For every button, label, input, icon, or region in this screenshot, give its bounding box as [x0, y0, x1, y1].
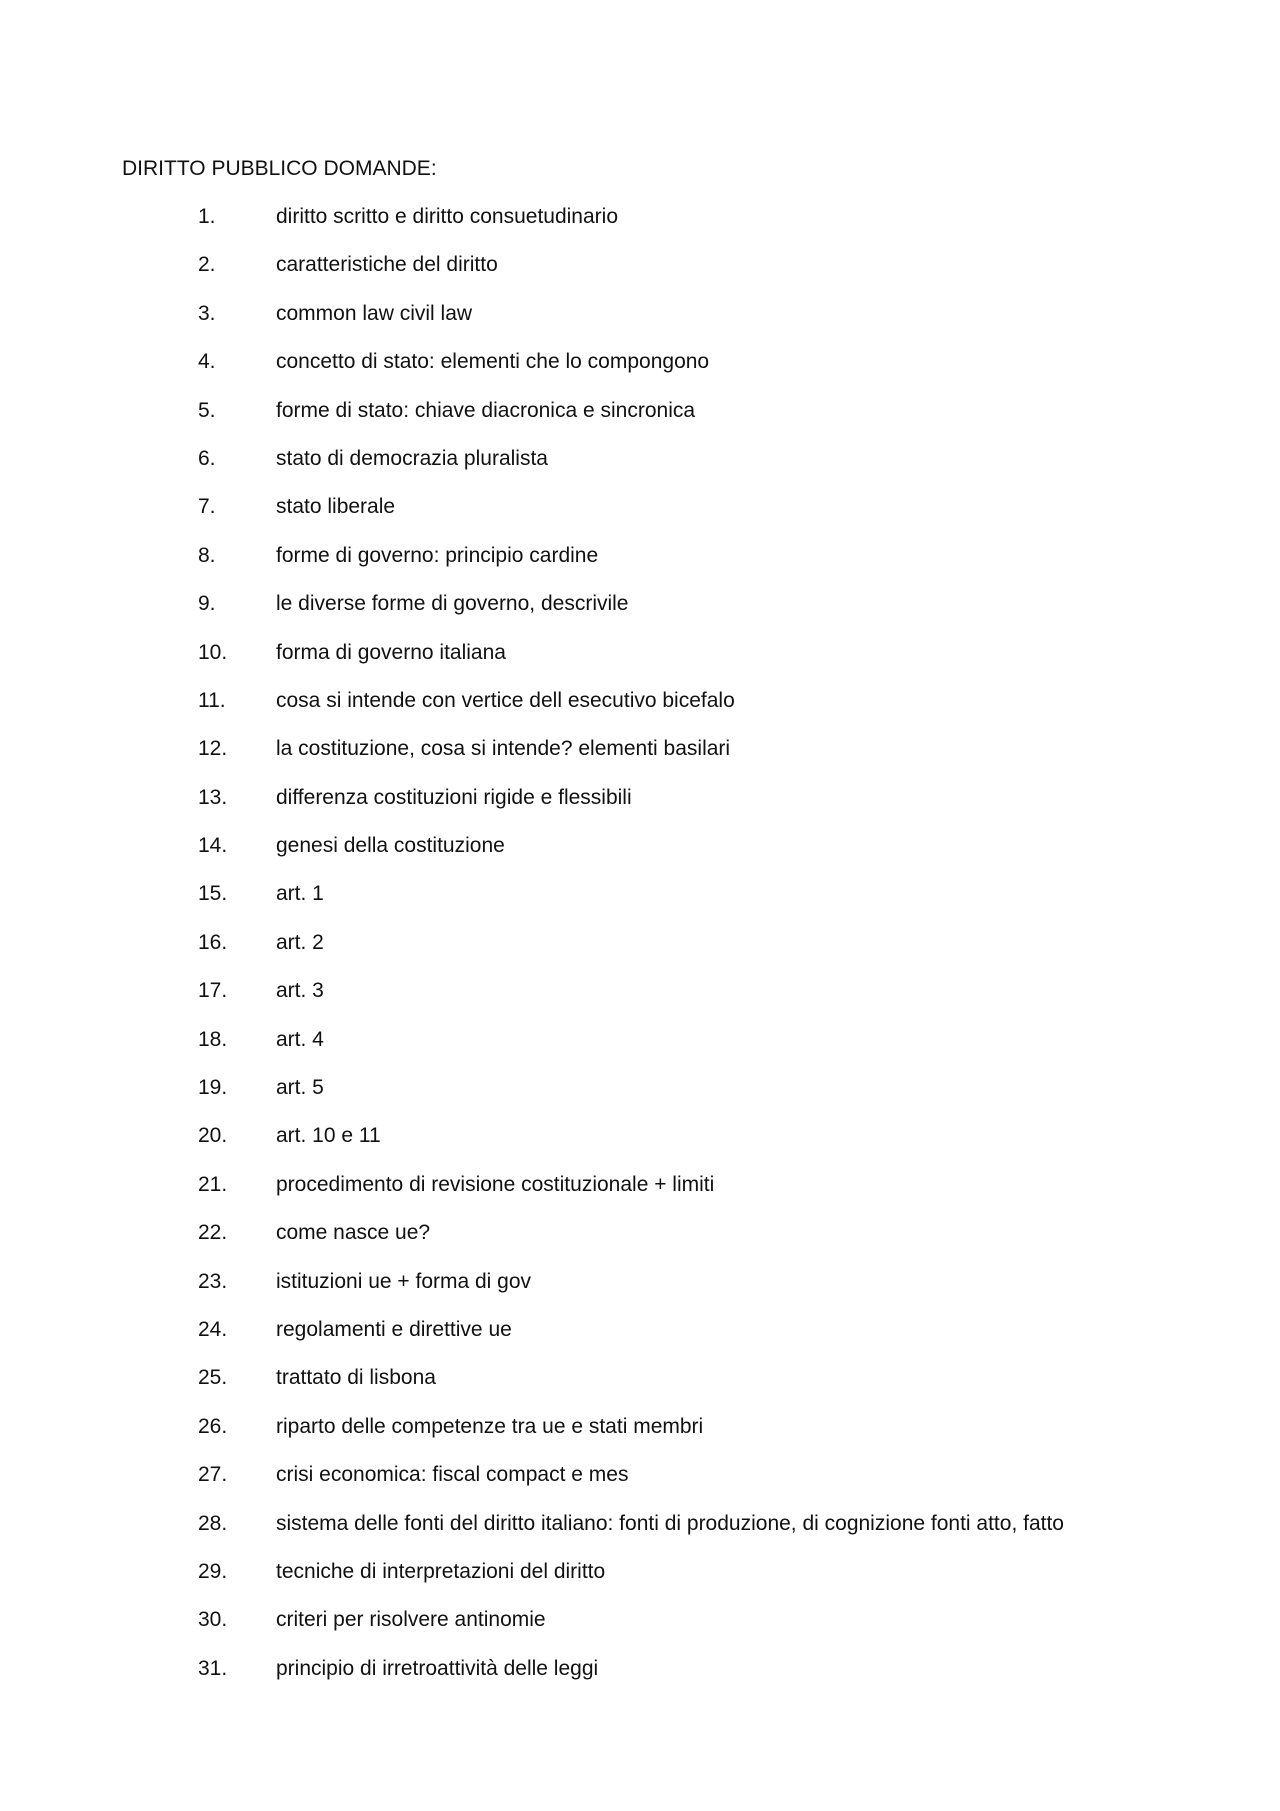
question-text: principio di irretroattività delle leggi — [276, 1656, 599, 1680]
question-text: la costituzione, cosa si intende? elementi basilari — [276, 737, 731, 761]
question-number: 17. — [198, 979, 228, 1003]
list-item — [0, 929, 1280, 977]
list-item — [0, 1268, 1280, 1316]
question-text: stato di democrazia pluralista — [276, 446, 548, 470]
question-number: 3. — [198, 301, 216, 325]
question-text: caratteristiche del diritto — [276, 253, 498, 277]
question-text: forme di stato: chiave diacronica e sincronica — [276, 398, 696, 422]
list-item — [0, 880, 1280, 928]
question-text: differenza costituzioni rigide e flessibili — [276, 785, 632, 809]
question-text: procedimento di revisione costituzionale + limiti — [276, 1172, 715, 1196]
list-item — [0, 1219, 1280, 1267]
list-item — [0, 1655, 1280, 1703]
question-number: 18. — [198, 1027, 228, 1051]
question-text: crisi economica: fiscal compact e mes — [276, 1463, 629, 1487]
list-item — [0, 735, 1280, 783]
question-text: sistema delle fonti del diritto italiano: fonti di produzione, di cognizione fonti atto, fatto — [276, 1511, 1064, 1535]
question-number: 4. — [198, 350, 216, 374]
question-text: diritto scritto e diritto consuetudinario — [276, 205, 618, 228]
list-item — [0, 1171, 1280, 1219]
question-number: 5. — [198, 398, 216, 422]
question-text: art. 10 e 11 — [276, 1124, 381, 1148]
question-number: 8. — [198, 543, 216, 567]
list-item — [0, 1316, 1280, 1364]
question-number: 21. — [198, 1172, 228, 1196]
question-text: come nasce ue? — [276, 1221, 431, 1245]
list-item — [0, 639, 1280, 687]
question-number: 13. — [198, 785, 228, 809]
question-number: 2. — [198, 253, 216, 277]
list-item — [0, 590, 1280, 638]
list-item — [0, 1413, 1280, 1461]
question-number: 11. — [198, 688, 226, 712]
question-text: art. 4 — [276, 1027, 324, 1051]
question-text: cosa si intende con vertice dell esecutivo bicefalo — [276, 688, 735, 712]
question-number: 20. — [198, 1124, 228, 1148]
list-item — [0, 687, 1280, 735]
question-text: riparto delle competenze tra ue e stati membri — [276, 1414, 704, 1438]
question-number: 29. — [198, 1559, 228, 1583]
question-number: 15. — [198, 882, 228, 906]
question-number: 1. — [198, 205, 216, 228]
question-text: genesi della costituzione — [276, 834, 505, 858]
list-item — [0, 445, 1280, 493]
list-item — [0, 251, 1280, 299]
list-item — [0, 1558, 1280, 1606]
question-number: 12. — [198, 737, 228, 761]
list-item — [0, 784, 1280, 832]
question-text: tecniche di interpretazioni del diritto — [276, 1559, 606, 1583]
question-number: 23. — [198, 1269, 228, 1293]
list-item — [0, 542, 1280, 590]
question-number: 10. — [198, 640, 228, 664]
question-number: 19. — [198, 1076, 228, 1100]
list-item — [0, 1026, 1280, 1074]
question-number: 31. — [198, 1656, 228, 1680]
list-item — [0, 348, 1280, 396]
question-text: trattato di lisbona — [276, 1366, 436, 1390]
question-text: art. 1 — [276, 882, 324, 906]
list-item — [0, 203, 1280, 251]
question-number: 28. — [198, 1511, 228, 1535]
question-text: forma di governo italiana — [276, 640, 506, 664]
question-text: regolamenti e direttive ue — [276, 1317, 512, 1341]
question-number: 7. — [198, 495, 216, 519]
question-text: criteri per risolvere antinomie — [276, 1608, 546, 1632]
question-text: art. 3 — [276, 979, 324, 1003]
list-item — [0, 1074, 1280, 1122]
question-number: 30. — [198, 1608, 228, 1632]
page-title: DIRITTO PUBBLICO DOMANDE: — [122, 157, 437, 180]
question-text: concetto di stato: elementi che lo compongono — [276, 350, 710, 374]
question-list — [0, 203, 1280, 1703]
question-number: 22. — [198, 1221, 228, 1245]
list-item — [0, 1461, 1280, 1509]
question-text: forme di governo: principio cardine — [276, 543, 599, 567]
question-number: 24. — [198, 1317, 228, 1341]
list-item — [0, 300, 1280, 348]
question-number: 25. — [198, 1366, 228, 1390]
question-number: 27. — [198, 1463, 228, 1487]
question-number: 16. — [198, 930, 228, 954]
list-item — [0, 493, 1280, 541]
list-item — [0, 1510, 1280, 1558]
list-item — [0, 397, 1280, 445]
list-item — [0, 977, 1280, 1025]
question-number: 9. — [198, 592, 216, 616]
question-text: le diverse forme di governo, descrivile — [276, 592, 629, 616]
question-text: stato liberale — [276, 495, 396, 519]
question-number: 6. — [198, 446, 216, 470]
question-number: 14. — [198, 834, 228, 858]
question-text: istituzioni ue + forma di gov — [276, 1269, 532, 1293]
question-text: common law civil law — [276, 301, 473, 325]
question-number: 26. — [198, 1414, 228, 1438]
list-item — [0, 1122, 1280, 1170]
list-item — [0, 832, 1280, 880]
list-item — [0, 1364, 1280, 1412]
list-item — [0, 1606, 1280, 1654]
question-text: art. 2 — [276, 930, 324, 954]
question-text: art. 5 — [276, 1076, 324, 1100]
